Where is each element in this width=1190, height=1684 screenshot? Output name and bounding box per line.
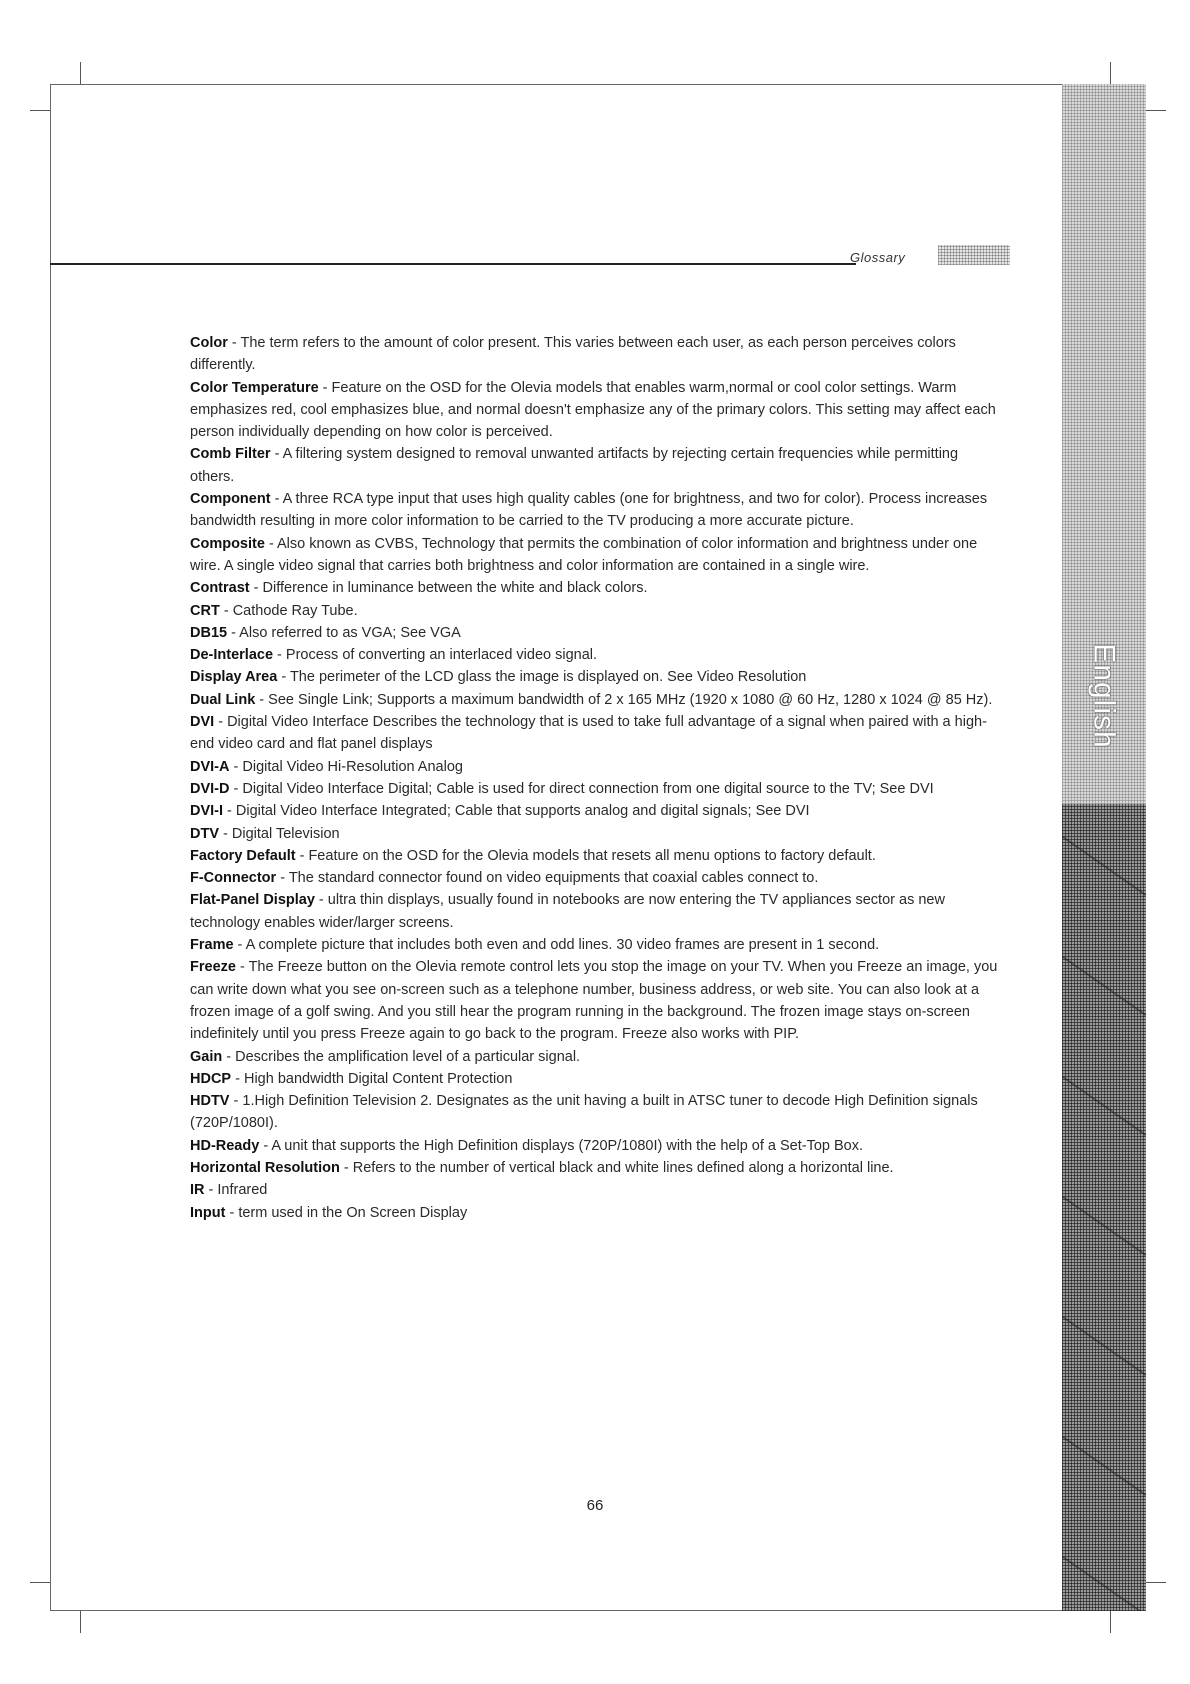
glossary-entry [190,845,1002,867]
glossary-definition: Digital Video Interface Digital; Cable is used for direct connection from one digital source to the TV; See DVI [242,780,934,797]
glossary-definition: ultra thin displays, usually found in notebooks are now entering the TV appliances sector as new technology enables wider/larger screens. [190,892,945,931]
crop-mark [30,110,50,111]
page-number: 66 [586,1497,604,1514]
tab-strip-lower-pattern [1062,804,1146,1611]
glossary-term: Gain [190,1048,223,1065]
glossary-separator: - [223,803,236,820]
glossary-term: Factory Default [190,847,296,864]
language-tab-label: English [1088,643,1121,749]
glossary-definition: The term refers to the amount of color present. This varies between each user, as each person perceives colors differently. [190,335,956,374]
crop-mark [1146,1582,1166,1583]
glossary-separator: - [276,870,289,887]
glossary-entry [190,332,1002,377]
glossary-entry [190,377,1002,444]
glossary-term: Input [190,1204,226,1221]
glossary-term: Flat-Panel Display [190,892,315,909]
glossary-separator: - [222,1048,236,1065]
glossary-term: DVI-I [190,803,224,820]
glossary-definition: Also referred to as VGA; See VGA [239,624,461,641]
glossary-entry [190,800,1002,822]
glossary-entry [190,934,1002,956]
glossary-separator: - [204,1182,218,1199]
glossary-term: DVI-D [190,780,230,797]
glossary-term: Color Temperature [190,379,319,396]
header-decoration [938,245,1010,265]
glossary-entry [190,1135,1002,1157]
glossary-entry [190,778,1002,800]
glossary-separator: - [219,602,233,619]
glossary-separator: - [277,669,290,686]
crop-mark [1146,110,1166,111]
glossary-term: Horizontal Resolution [190,1159,340,1176]
glossary-definition: Describes the amplification level of a particular signal. [235,1048,581,1065]
glossary-term: Display Area [190,669,278,686]
glossary-entry [190,1157,1002,1179]
glossary-definition: A filtering system designed to removal unwanted artifacts by rejecting certain frequencies while permitting others. [190,446,959,485]
crop-mark [30,1582,50,1583]
glossary-term: HD-Ready [190,1137,260,1154]
crop-mark [1110,62,1111,84]
glossary-entry [190,622,1002,644]
glossary-entry [190,666,1002,688]
glossary-definition: A complete picture that includes both even and odd lines. 30 video frames are present in 1 second. [245,937,880,954]
page-frame-left [50,84,51,1611]
glossary-term: DVI [190,714,215,731]
glossary-entry [190,823,1002,845]
glossary-list [190,332,1002,1224]
glossary-separator: - [273,647,286,664]
page-frame-bottom [50,1610,1138,1611]
glossary-separator: - [233,937,246,954]
glossary-entry [190,689,1002,711]
glossary-term: DB15 [190,624,228,641]
glossary-definition: Difference in luminance between the white and black colors. [262,580,648,597]
glossary-definition: Also known as CVBS, Technology that permits the combination of color information and brightness under one wire. A single video signal that carries both brightness and color information are contained in a single wire. [190,535,978,574]
glossary-definition: High bandwidth Digital Content Protection [243,1070,513,1087]
glossary-definition: See Single Link; Supports a maximum bandwidth of 2 x 165 MHz (1920 x 1080 @ 60 Hz, 1280 x 1024 @ 85 Hz). [268,691,993,708]
section-title: Glossary [850,250,906,265]
crop-mark [1110,1611,1111,1633]
glossary-entry [190,867,1002,889]
glossary-separator: - [255,691,269,708]
glossary-separator: - [314,892,328,909]
glossary-entry [190,533,1002,578]
glossary-separator: - [249,580,263,597]
crop-mark [80,1611,81,1633]
glossary-definition: Digital Video Interface Describes the technology that is used to take full advantage of a signal when paired with a high-end video card and flat panel displays [190,714,987,753]
glossary-term: DTV [190,825,219,842]
glossary-separator: - [339,1159,353,1176]
glossary-definition: Digital Video Hi-Resolution Analog [242,758,463,775]
header-rule [50,263,856,265]
glossary-entry [190,1090,1002,1135]
glossary-term: HDCP [190,1070,232,1087]
glossary-definition: The standard connector found on video equipments that coaxial cables connect to. [288,870,819,887]
language-tab [1062,636,1146,756]
glossary-separator: - [231,1070,244,1087]
glossary-term: F-Connector [190,870,277,887]
glossary-entry [190,1046,1002,1068]
glossary-term: CRT [190,602,220,619]
glossary-entry [190,1202,1002,1224]
glossary-definition: The Freeze button on the Olevia remote control lets you stop the image on your TV. When you Freeze an image, you can write down what you see on-screen such as a telephone number, business address, or web site. You can also look at a frozen image of a golf swing. And you still hear the program running in the background. The frozen image stays on-screen indefinitely until you press Freeze again to go back to the program. Freeze also works with PIP. [190,959,998,1043]
glossary-separator: - [227,624,240,641]
glossary-separator: - [235,959,249,976]
glossary-definition: Refers to the number of vertical black and white lines defined along a horizontal line. [352,1159,894,1176]
glossary-separator: - [295,847,309,864]
page-frame-top [50,84,1138,85]
glossary-entry [190,1068,1002,1090]
glossary-entry [190,956,1002,1045]
glossary-definition: Feature on the OSD for the Olevia models that enables warm,normal or cool color settings. Warm emphasizes red, cool emphasizes blue, and normal doesn't emphasize any of the primary colors. This setting may affect each person individually depending on how color is perceived. [190,379,996,441]
glossary-entry [190,443,1002,488]
glossary-definition: The perimeter of the LCD glass the image is displayed on. See Video Resolution [289,669,807,686]
glossary-term: Component [190,491,271,508]
glossary-definition: A unit that supports the High Definition displays (720P/1080I) with the help of a Set-Top Box. [271,1137,864,1154]
glossary-term: Color [190,335,228,351]
glossary-separator: - [229,758,243,775]
glossary-entry [190,711,1002,756]
glossary-term: Comb Filter [190,446,271,463]
glossary-term: De-Interlace [190,647,274,664]
glossary-definition: Infrared [217,1182,268,1199]
glossary-definition: Feature on the OSD for the Olevia models that resets all menu options to factory default. [308,847,876,864]
glossary-entry [190,1179,1002,1201]
glossary-separator: - [229,1093,243,1110]
glossary-term: Composite [190,535,265,552]
crop-mark [80,62,81,84]
glossary-term: DVI-A [190,758,230,775]
glossary-term: Frame [190,937,234,954]
glossary-entry [190,889,1002,934]
glossary-term: Dual Link [190,691,256,708]
glossary-term: HDTV [190,1093,230,1110]
glossary-definition: Process of converting an interlaced video signal. [285,647,598,664]
glossary-separator: - [229,780,243,797]
glossary-separator: - [318,379,332,396]
glossary-term: IR [190,1182,205,1199]
glossary-definition: Cathode Ray Tube. [232,602,358,619]
glossary-separator: - [225,1204,239,1221]
glossary-separator: - [219,825,232,842]
glossary-entry [190,644,1002,666]
glossary-definition: Digital Video Interface Integrated; Cable that supports analog and digital signals; See DVI [235,803,810,820]
glossary-definition: Digital Television [231,825,340,842]
glossary-entry [190,488,1002,533]
glossary-separator: - [270,446,283,463]
glossary-term: Freeze [190,959,236,976]
glossary-separator: - [270,491,283,508]
glossary-definition: term used in the On Screen Display [238,1204,468,1221]
glossary-entry [190,577,1002,599]
glossary-definition: A three RCA type input that uses high quality cables (one for brightness, and two for color). Process increases bandwidth resulting in more color information to be carried to the TV producing a more accurate picture. [190,491,988,530]
glossary-separator: - [214,714,228,731]
glossary-entry [190,600,1002,622]
glossary-term: Contrast [190,580,250,597]
glossary-separator: - [227,335,241,351]
glossary-separator: - [264,535,278,552]
glossary-definition: 1.High Definition Television 2. Designates as the unit having a built in ATSC tuner to decode High Definition signals (720P/1080I). [190,1093,978,1132]
glossary-separator: - [259,1137,272,1154]
glossary-entry [190,756,1002,778]
language-tab-strip [1062,84,1146,1611]
